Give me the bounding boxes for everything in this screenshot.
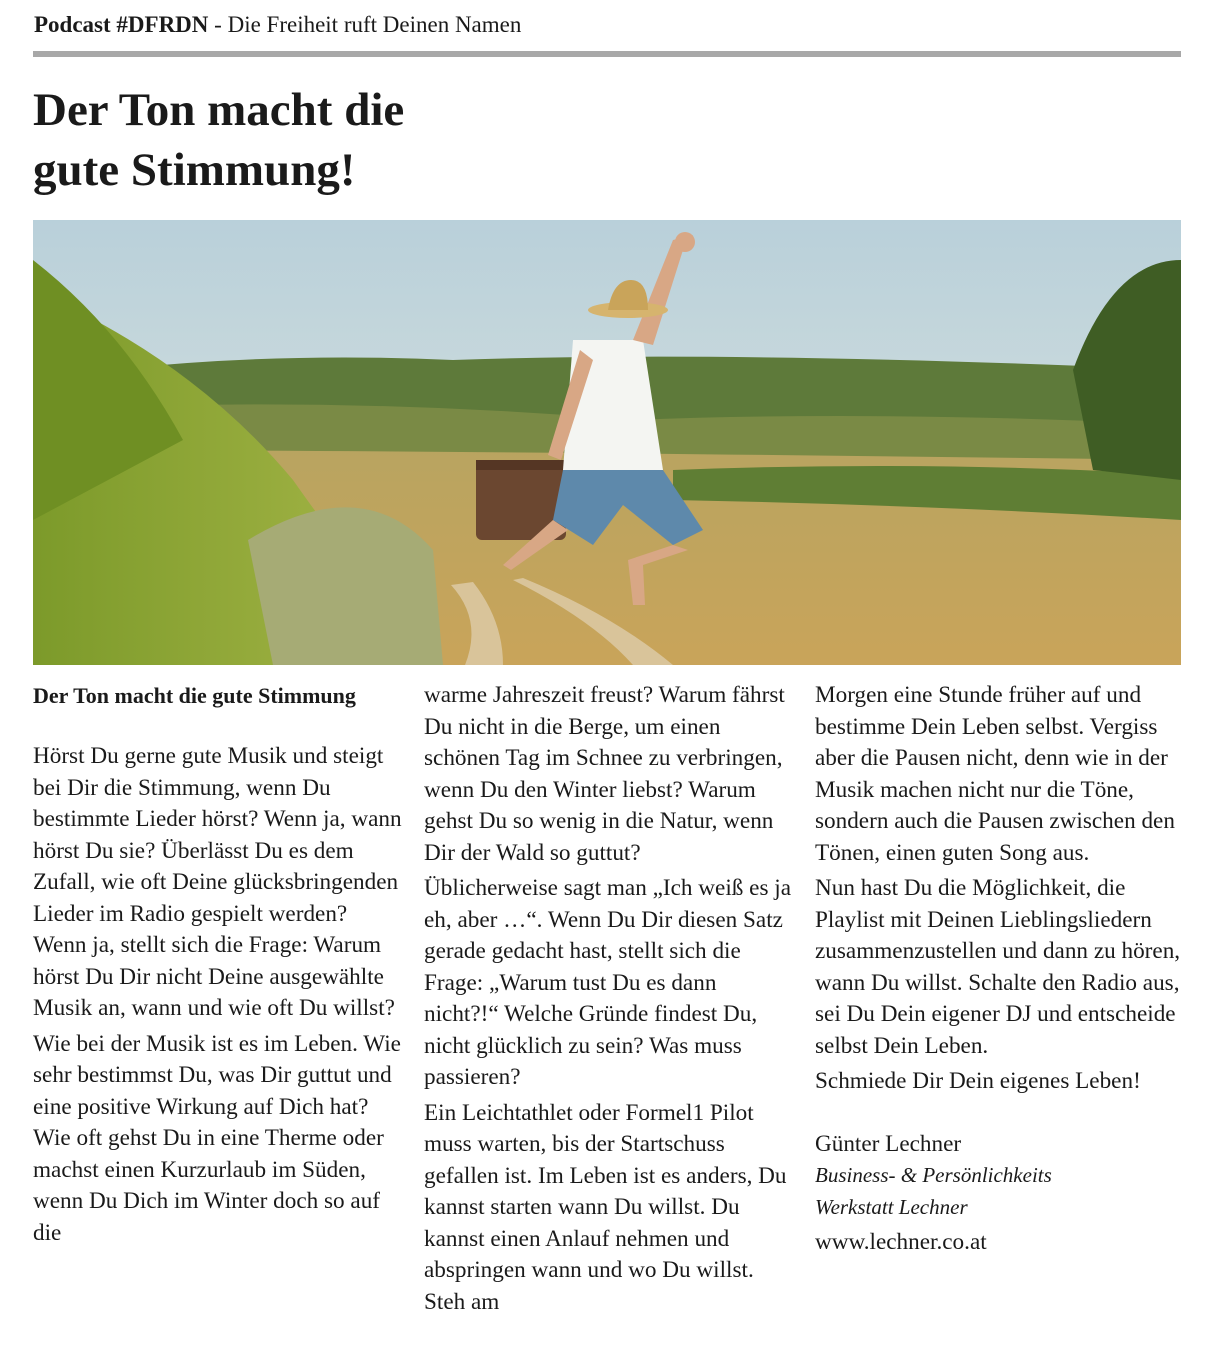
column-3 — [815, 680, 1195, 1259]
podcast-header — [34, 10, 1182, 40]
paragraph: Morgen eine Stunde früher auf und bestimme Dein Leben selbst. Vergiss aber die Pausen nicht, denn wie in der Musik machen nicht nur die Töne, sondern auch die Pausen zwischen den Tönen, einen guten Song aus. — [815, 682, 1175, 866]
author-role-line-2: Werkstatt Lechner — [815, 1194, 968, 1219]
title-line-1: Der Ton macht die — [33, 84, 405, 136]
author-name: Günter Lechner — [815, 1130, 962, 1157]
podcast-title: Die Freiheit ruft Deinen Namen — [227, 12, 522, 37]
column-1 — [33, 680, 405, 1253]
closing-line: Schmiede Dir Dein eigenes Leben! — [815, 1068, 1141, 1094]
author-role-line-1: Business- & Persönlichkeits — [815, 1163, 1052, 1187]
podcast-label: Podcast #DFRDN — [34, 12, 209, 37]
column-2 — [424, 680, 796, 1322]
author-website: www.lechner.co.at — [815, 1229, 987, 1255]
article-photo — [33, 220, 1181, 665]
paragraph: warme Jahreszeit freust? Warum fährst Du nicht in die Berge, um einen schönen Tag im Schnee zu verbringen, wenn Du den Winter liebst? Warum gehst Du so wenig in die Natur, wenn Dir der Wald so guttut? — [424, 682, 785, 866]
article-title — [33, 80, 833, 200]
title-line-2: gute Stimmung! — [33, 144, 356, 196]
paragraph: Wie bei der Musik ist es im Leben. Wie sehr bestimmst Du, was Dir guttut und eine positive Wirkung auf Dich hat? Wie oft gehst Du in eine Therme oder machst einen Kurzurlaub im Süden, wenn Du Dich im Winter doch so auf die — [33, 1030, 401, 1246]
header-separator: - — [208, 12, 228, 37]
paragraph: Ein Leichtathlet oder Formel1 Pilot muss warten, bis der Startschuss gefallen ist. Im Leben ist es anders, Du kannst starten wann Du willst. Du kannst einen Anlauf nehmen und abspringen wann und wo Du willst. Steh am — [424, 1099, 787, 1315]
paragraph: Hörst Du gerne gute Musik und steigt bei Dir die Stimmung, wenn Du bestimmte Lieder hörst? Wenn ja, wann hörst Du sie? Überlässt Du es dem Zufall, wie oft Deine glücksbringenden Lieder im Radio gespielt werden? Wenn ja, stellt sich die Frage: Warum hörst Du Dir nicht Deine ausgewählte Musik an, wann und wie oft Du willst? — [33, 743, 402, 1021]
paragraph: Nun hast Du die Möglichkeit, die Playlist mit Deinen Lieblingsliedern zusammenzustellen und dann zu hören, wann Du willst. Schalte den Radio aus, sei Du Dein eigener DJ und entscheide selbst Dein Leben. — [815, 875, 1181, 1059]
article-subhead: Der Ton macht die gute Stimmung — [33, 683, 356, 708]
paragraph: Üblicherweise sagt man „Ich weiß es ja eh, aber …“. Wenn Du Dir diesen Satz gerade gedacht hast, stellt sich die Frage: „Warum tust Du es dann nicht?!“ Welche Gründe findest Du, nicht glücklich zu sein? Was muss passieren? — [424, 875, 791, 1090]
header-divider — [33, 51, 1181, 57]
